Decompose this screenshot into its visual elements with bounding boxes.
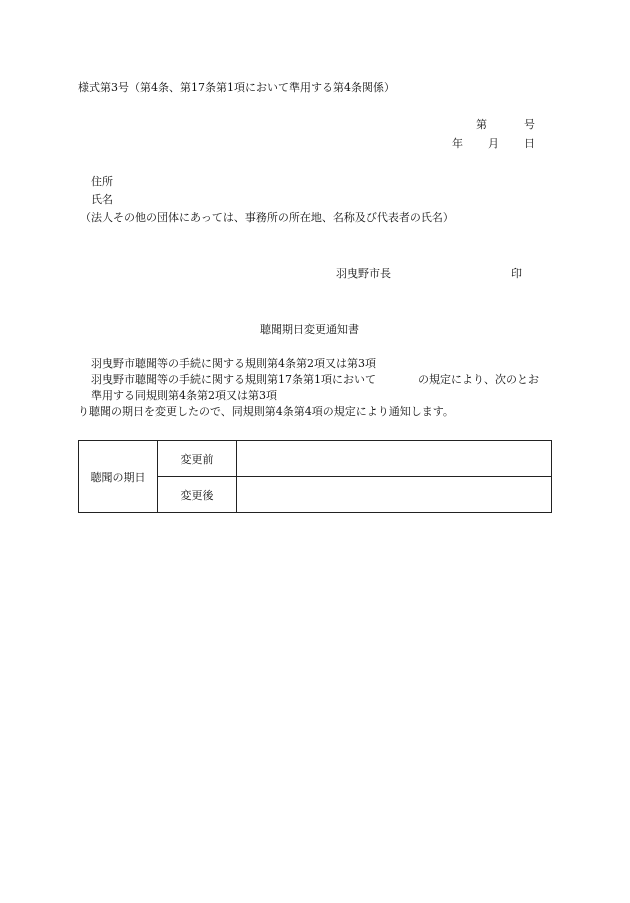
body-line-2a: 羽曳野市聴聞等の手続に関する規則第17条第1項において	[91, 373, 376, 386]
label-after-change: 変更後	[158, 477, 237, 513]
body-line-3: 準用する同規則第4条第2項又は第3項	[91, 389, 277, 402]
date-day: 日	[524, 137, 535, 150]
body-line-2b: の規定により、次のとお	[418, 373, 539, 386]
doc-number-go: 号	[524, 118, 535, 131]
doc-number-dai: 第	[476, 118, 487, 131]
value-before-change	[237, 441, 552, 477]
row-header-hearing-date: 聴聞の期日	[79, 441, 158, 513]
seal-mark: 印	[511, 267, 522, 280]
date-month: 月	[488, 137, 499, 150]
body-line-4: り聴聞の期日を変更したので、同規則第4条第4項の規定により通知します。	[78, 405, 454, 418]
body-line-1: 羽曳野市聴聞等の手続に関する規則第4条第2項又は第3項	[91, 357, 376, 370]
form-number: 様式第3号（第4条、第17条第1項において準用する第4条関係）	[78, 81, 395, 94]
value-after-change	[237, 477, 552, 513]
corporate-note: （法人その他の団体にあっては、事務所の所在地、名称及び代表者の氏名）	[80, 211, 454, 224]
document-title: 聴聞期日変更通知書	[260, 323, 359, 336]
name-label: 氏名	[91, 193, 113, 206]
table-row-before	[79, 441, 552, 477]
label-before-change: 変更前	[158, 441, 237, 477]
hearing-date-change-table	[78, 440, 552, 513]
date-year: 年	[452, 137, 463, 150]
sender-title: 羽曳野市長	[336, 267, 391, 280]
address-label: 住所	[91, 175, 113, 188]
